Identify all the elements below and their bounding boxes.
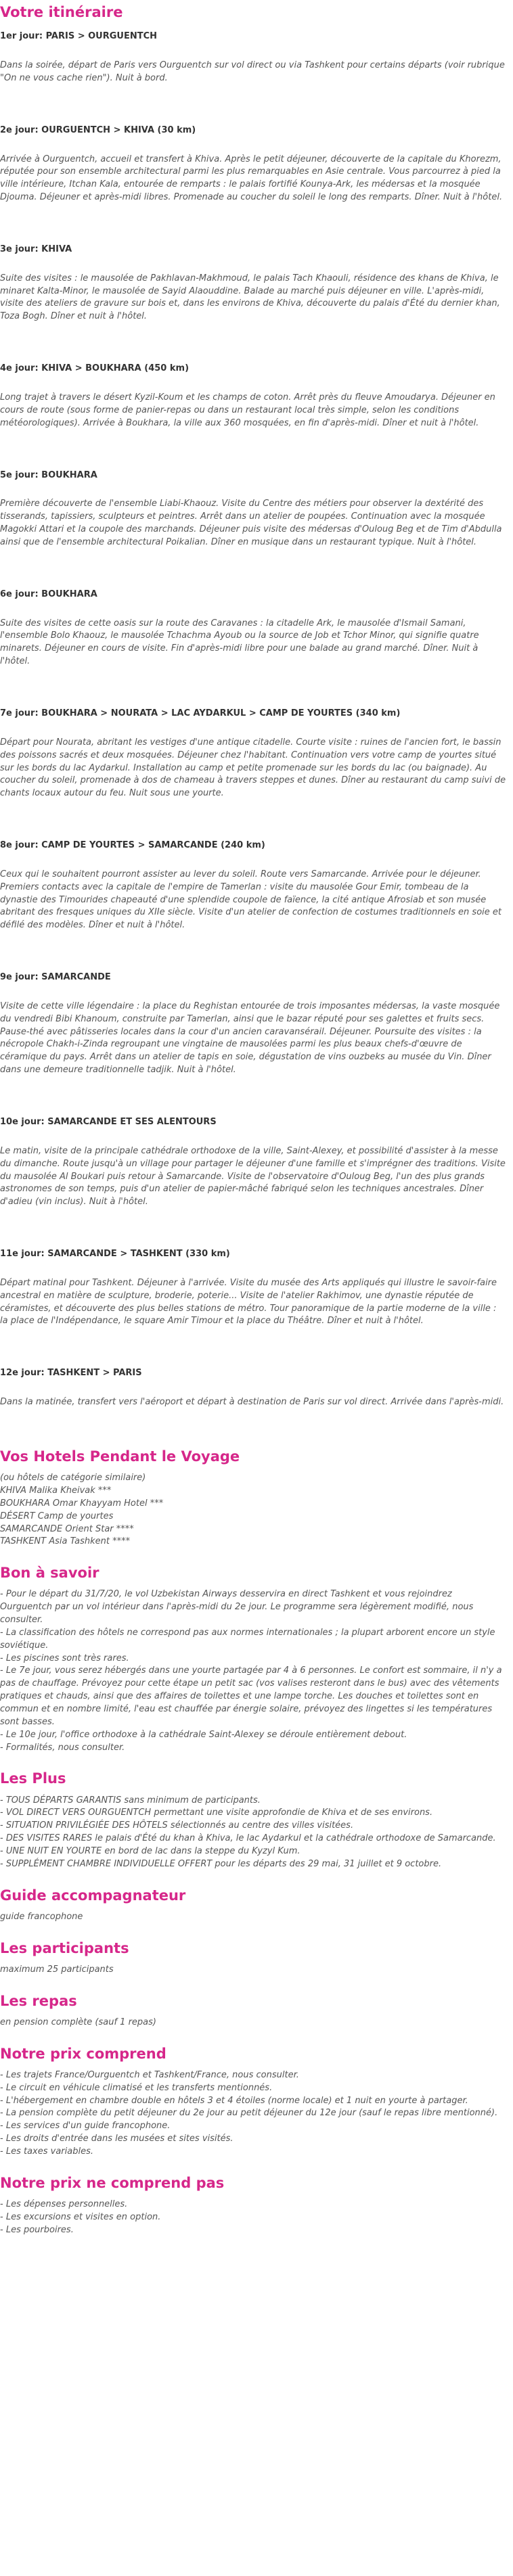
day-title: 8e jour: CAMP DE YOURTES > SAMARCANDE (240 km) [0,840,265,851]
meals-section [0,1993,506,2029]
day-description: Dans la matinée, transfert vers l'aéroport et départ à destination de Paris sur vol direct. Arrivée dans l'après-midi. [0,1397,504,1408]
day-title: 5e jour: BOUKHARA [0,469,97,480]
list-line: - Formalités, nous consulter. [0,1742,125,1753]
list-line: guide francophone [0,1911,83,1922]
list-line: - UNE NUIT EN YOURTE en bord de lac dans la steppe du Kyzyl Kum. [0,1845,300,1856]
day-title: 10e jour: SAMARCANDE ET SES ALENTOURS [0,1117,217,1127]
list-line: - Le 10e jour, l'office orthodoxe à la cathédrale Saint-Alexey se déroule entièrement debout. [0,1729,407,1740]
list-line: - L'hébergement en chambre double en hôtels 3 et 4 étoiles (norme locale) et 1 nuit en yourte à partager. [0,2095,468,2106]
itinerary-day [0,1116,506,1209]
list-line: - TOUS DÉPARTS GARANTIS sans minimum de participants. [0,1795,261,1806]
list-line: - SITUATION PRIVILÉGIÉE DES HÔTELS sélectionnés au centre des villes visitées. [0,1820,354,1831]
day-description: Suite des visites : le mausolée de Pakhlavan-Makhmoud, le palais Tach Khaouli, résidence des khans de Khiva, le minaret Kalta-Minor, le mausolée de Sayid Alaouddine. Balade au marché puis déjeuner en ville. L'après-midi, visite des ateliers de gravure sur bois et, dans les environs de Khiva, découverte du palais d'Été du dernier khan, Toza Bogh. Dîner et nuit à l'hôtel. [0,273,500,322]
itinerary-day [0,840,506,932]
plus-title: Les Plus [0,1770,66,1787]
day-description: Départ matinal pour Tashkent. Déjeuner à l'arrivée. Visite du musée des Arts appliqués qui illustre le savoir-faire ancestral en matière de sculpture, broderie, poterie... Visite de l'atelier Rakhimov, une dynastie réputée de céramistes, et découverte des plus belles stations de métro. Tour panoramique de la partie moderne de la ville : la place de l'Indépendance, le square Amir Timour et la place du Théâtre. Dîner et nuit à l'hôtel. [0,1277,497,1327]
list-line: SAMARCANDE Orient Star **** [0,1523,134,1534]
participants-title: Les participants [0,1939,129,1956]
guide-title: Guide accompagnateur [0,1887,186,1904]
day-description: Le matin, visite de la principale cathédrale orthodoxe de la ville, Saint-Alexey, et possibilité d'assister à la messe du dimanche. Route jusqu'à un village pour partager le déjeuner d'une famille et s'imprégner des traditions. Visite du mausolée Al Boukari puis retour à Samarcande. Visite de l'observatoire d'Ouloug Beg, l'un des plus grands astronomes de son temps, puis d'un atelier de papier-mâché fabriqué selon les techniques ancestrales. Dîner d'adieu (vin inclus). Nuit à l'hôtel. [0,1145,506,1208]
itinerary-day [0,363,506,430]
itinerary-day [0,244,506,323]
list-line: maximum 25 participants [0,1964,114,1975]
hotels-list [0,1472,506,1548]
itinerary-day [0,30,506,85]
day-title: 6e jour: BOUKHARA [0,589,97,599]
excludes-section [0,2175,506,2237]
list-line: - Les services d'un guide francophone. [0,2121,171,2132]
itinerary-day [0,971,506,1077]
list-line: TASHKENT Asia Tashkent **** [0,1536,131,1547]
list-line: KHIVA Malika Kheivak *** [0,1486,112,1496]
page [0,4,513,2237]
includes-title: Notre prix comprend [0,2045,166,2062]
list-line: - VOL DIRECT VERS OURGUENTCH permettant une visite approfondie de Khiva et de ses environs. [0,1808,433,1818]
good-to-know-title: Bon à savoir [0,1565,99,1582]
list-line: - Les excursions et visites en option. [0,2211,161,2222]
day-description: Long trajet à travers le désert Kyzil-Koum et les champs de coton. Arrêt près du fleuve Amoudarya. Déjeuner en cours de route (sous forme de panier-repas ou dans un restaurant local très simple, selon les conditions météorologiques). Arrivée à Boukhara, la ville aux 360 mosquées, en fin d'après-midi. Dîner et nuit à l'hôtel. [0,392,495,428]
list-line: - DES VISITES RARES le palais d'Été du khan à Khiva, le lac Aydarkul et la cathédrale orthodoxe de Samarcande. [0,1833,496,1844]
day-title: 7e jour: BOUKHARA > NOURATA > LAC AYDARKUL > CAMP DE YOURTES (340 km) [0,708,401,718]
day-title: 11e jour: SAMARCANDE > TASHKENT (330 km) [0,1249,230,1260]
list-line: - Les droits d'entrée dans les musées et sites visités. [0,2134,233,2144]
list-line: - Les pourboires. [0,2224,74,2235]
day-description: Visite de cette ville légendaire : la place du Reghistan entourée de trois imposantes médersas, la vaste mosquée du vendredi Bibi Khanoum, construite par Tamerlan, ainsi que le bazar réputé pour ses galettes et fruits secs. Pause-thé avec pâtisseries locales dans la cour d'un ancien caravansérail. Déjeuner. Poursuite des visites : la nécropole Chakh-i-Zinda regroupant une vingtaine de mausolées parmi les plus beaux chefs-d'œuvre de céramique du pays. Arrêt dans un atelier de tapis en soie, dégustation de vins ouzbeks au musée du Vin. Dîner dans une demeure traditionnelle tadjik. Nuit à l'hôtel. [0,1001,500,1076]
itinerary-day [0,1248,506,1328]
guide-list [0,1911,506,1924]
list-line: DÉSERT Camp de yourtes [0,1511,114,1521]
day-description: Départ pour Nourata, abritant les vestiges d'une antique citadelle. Courte visite : ruines de l'ancien fort, le bassin des poissons sacrés et deux mosquées. Déjeuner chez l'habitant. Continuation vers votre camp de yourtes situé sur les bords du lac Aydarkul. Installation au camp et petite promenade sur les bords du lac (ou baignade). Au coucher du soleil, promenade à dos de chameau à travers steppes et dunes. Dîner au restaurant du camp suivi de chants locaux autour du feu. Nuit sous une yourte. [0,737,506,799]
day-description: Première découverte de l'ensemble Liabi-Khaouz. Visite du Centre des métiers pour observer la dextérité des tisserands, tapissiers, sculpteurs et peintres. Arrêt dans un atelier de poupées. Continuation avec la mosquée Magokki Attari et la coupole des marchands. Déjeuner puis visite des médersas d'Ouloug Beg et de Tim d'Abdulla ainsi que de l'ensemble architectural Poikalian. Dîner en musique dans un restaurant typique. Nuit à l'hôtel. [0,499,502,547]
itinerary-days [0,30,506,1409]
good-to-know-section [0,1565,506,1754]
list-line: - La classification des hôtels ne correspond pas aux normes internationales ; la plupart arborent encore un style soviétique. [0,1627,495,1651]
includes-section [0,2046,506,2159]
itinerary-day [0,469,506,549]
itinerary-day [0,124,506,204]
list-line: - Le circuit en véhicule climatisé et les transferts mentionnés. [0,2082,273,2093]
day-title: 1er jour: PARIS > OURGUENTCH [0,31,158,42]
good-to-know-list [0,1588,506,1754]
list-line: en pension complète (sauf 1 repas) [0,2017,156,2027]
day-title: 9e jour: SAMARCANDE [0,972,111,983]
list-line: (ou hôtels de catégorie similaire) [0,1473,146,1484]
hotels-title: Vos Hotels Pendant le Voyage [0,1448,240,1465]
day-title: 12e jour: TASHKENT > PARIS [0,1368,142,1379]
day-title: 2e jour: OURGUENTCH > KHIVA (30 km) [0,124,196,135]
list-line: - Les taxes variables. [0,2146,93,2157]
guide-section [0,1887,506,1924]
day-title: 4e jour: KHIVA > BOUKHARA (450 km) [0,363,189,374]
day-description: Arrivée à Ourguentch, accueil et transfert à Khiva. Après le petit déjeuner, découverte de la capitale du Khorezm, réputée pour son ensemble architectural parmi les plus remarquables en Asie centrale. Vous parcourrez à pied la ville intérieure, Itchan Kala, entourée de remparts : le palais fortifié Kounya-Ark, les médersas et la mosquée Djouma. Déjeuner et après-midi libres. Promenade au coucher du soleil le long des remparts. Dîner. Nuit à l'hôtel. [0,154,503,203]
list-line: - Les trajets France/Ourguentch et Tashkent/France, nous consulter. [0,2069,299,2080]
day-description: Ceux qui le souhaitent pourront assister au lever du soleil. Route vers Samarcande. Arrivée pour le déjeuner. Premiers contacts avec la capitale de l'empire de Tamerlan : visite du mausolée Gour Emir, tombeau de la dynastie des Timourides chapeauté d'une splendide coupole de faïence, la cité antique Afrosiab et son musée abritant des fresques uniques du XIIe siècle. Visite d'un atelier de confection de costumes traditionnels en soie et défilé des modèles. Dîner et nuit à l'hôtel. [0,869,501,931]
excludes-title: Notre prix ne comprend pas [0,2174,225,2191]
itinerary-title: Votre itinéraire [0,4,123,20]
list-line: - La pension complète du petit déjeuner du 2e jour au petit déjeuner du 12e jour (sauf le repas libre mentionné). [0,2108,498,2119]
plus-list [0,1795,506,1871]
list-line: - Pour le départ du 31/7/20, le vol Uzbekistan Airways desservira en direct Tashkent et vous rejoindrez Ourguentch par un vol intérieur dans l'après-midi du 2e jour. Le programme sera légèrement modifié, nous consulter. [0,1589,474,1626]
itinerary-day [0,708,506,800]
list-line: - SUPPLÉMENT CHAMBRE INDIVIDUELLE OFFERT pour les départs des 29 mai, 31 juillet et 9 octobre. [0,1858,442,1869]
list-line: BOUKHARA Omar Khayyam Hotel *** [0,1498,164,1509]
day-description: Suite des visites de cette oasis sur la route des Caravanes : la citadelle Ark, le mausolée d'Ismail Samani, l'ensemble Bolo Khaouz, le mausolée Tchachma Ayoub ou la source de Job et Tchor Minor, qui signifie quatre minarets. Déjeuner en cours de visite. Fin d'après-midi libre pour une balade au grand marché. Dîner. Nuit à l'hôtel. [0,618,479,667]
participants-list [0,1964,506,1977]
day-description: Dans la soirée, départ de Paris vers Ourguentch sur vol direct ou via Tashkent pour certains départs (voir rubrique "On ne vous cache rien"). Nuit à bord. [0,60,505,83]
plus-section [0,1770,506,1870]
day-title: 3e jour: KHIVA [0,244,72,254]
excludes-list [0,2199,506,2237]
itinerary-day [0,1367,506,1409]
meals-title: Les repas [0,1992,77,2009]
hotels-section [0,1448,506,1548]
includes-list [0,2069,506,2159]
itinerary-day [0,589,506,668]
list-line: - Les piscines sont très rares. [0,1653,129,1663]
list-line: - Les dépenses personnelles. [0,2199,128,2209]
meals-list [0,2017,506,2029]
list-line: - Le 7e jour, vous serez hébergés dans une yourte partagée par 4 à 6 personnes. Le confort est sommaire, il n'y a pas de chauffage. Prévoyez pour cette étape un petit sac (vos valises resteront dans le bus) avec des vêtements pratiques et chauds, ainsi que des affaires de toilettes et une lampe torche. Les douches et toilettes sont en commun et en nombre limité, l'eau est chauffée par énergie solaire, prévoyez des lingettes si les températures sont basses. [0,1665,502,1727]
participants-section [0,1940,506,1977]
